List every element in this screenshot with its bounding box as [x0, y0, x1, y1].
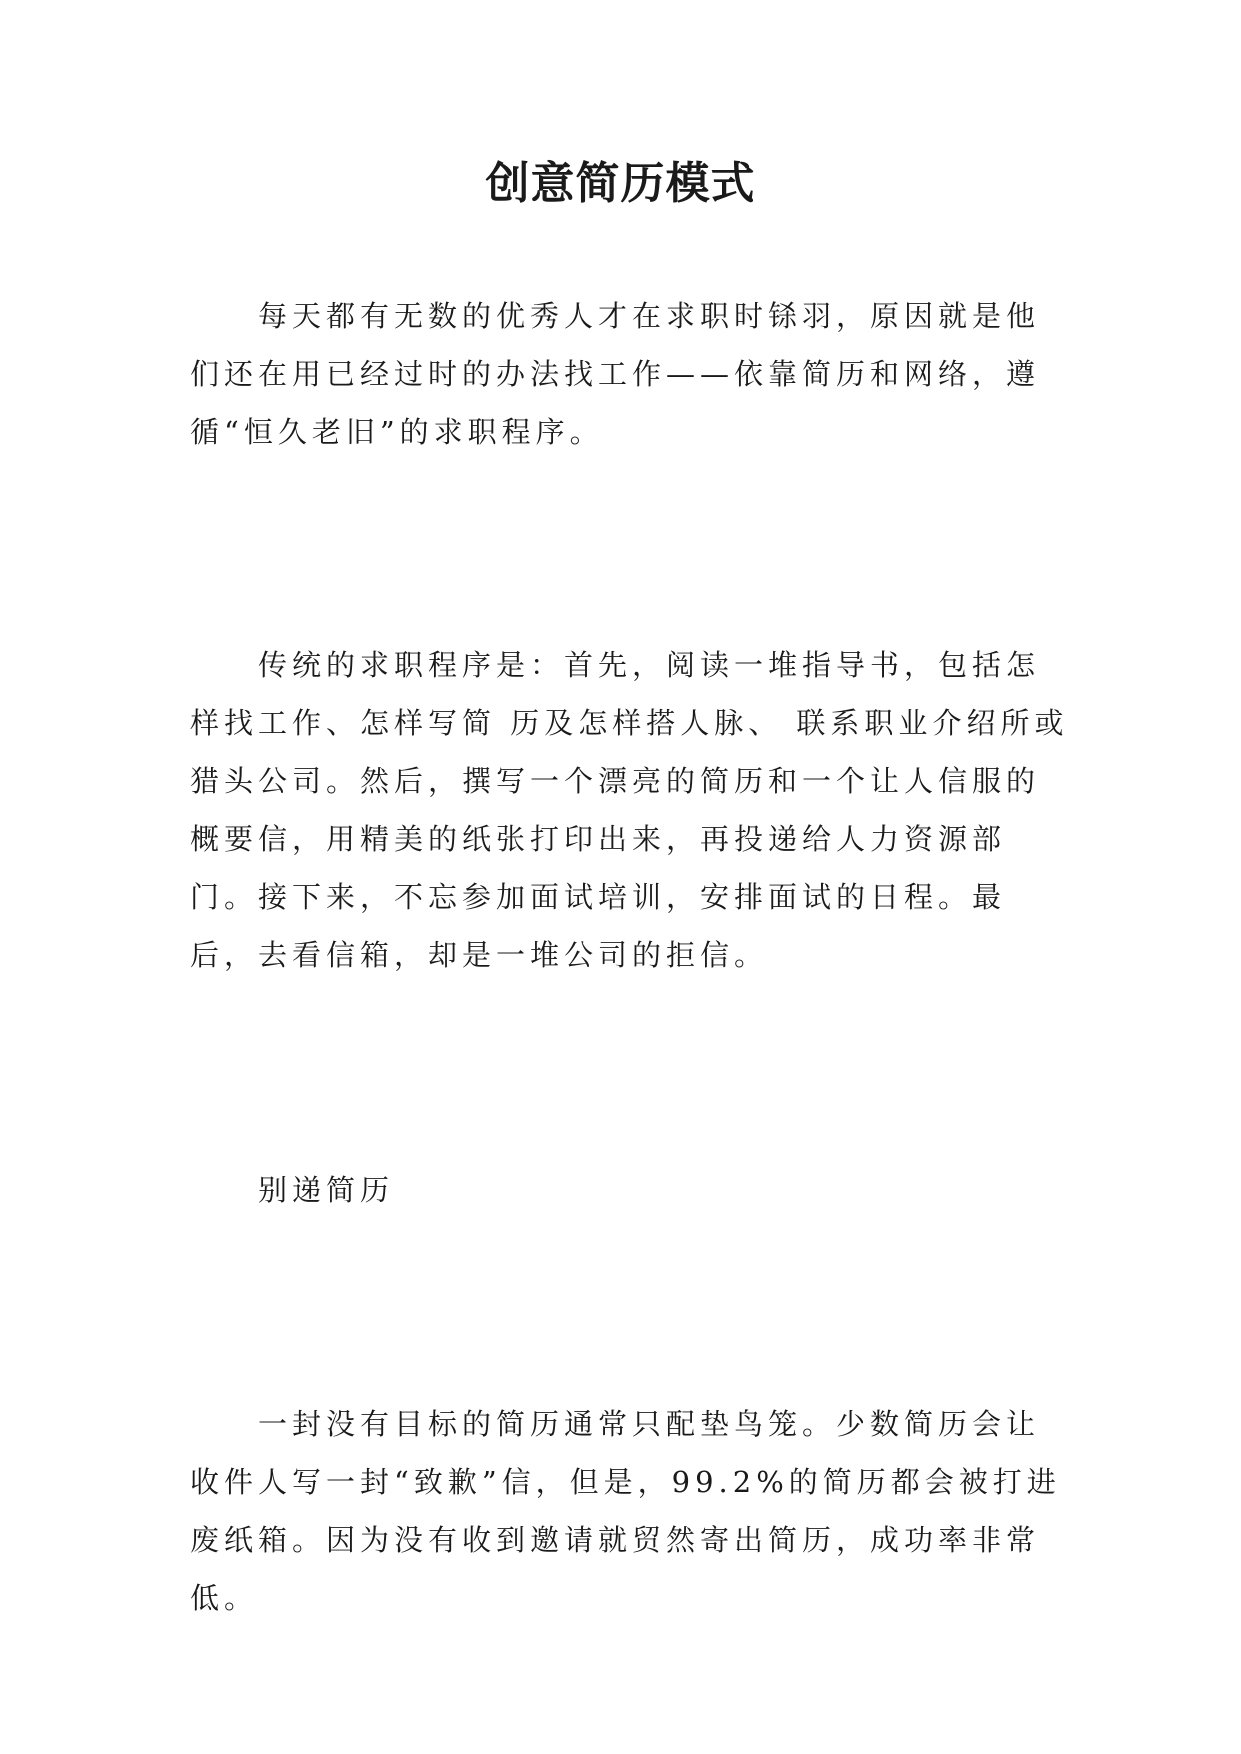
paragraph-resume-success-rate: 一封没有目标的简历通常只配垫鸟笼。少数简历会让收件人写一封“致歉”信，但是，99.2%的简历都会被打进废纸箱。因为没有收到邀请就贸然寄出简历，成功率非常低。 [190, 1407, 1061, 1615]
document-title: 创意简历模式 [485, 158, 756, 209]
section-heading-dont-send-resume: 别递简历 [258, 1173, 395, 1207]
paragraph-intro: 每天都有无数的优秀人才在求职时铩羽，原因就是他们还在用已经过时的办法找工作——依靠简历和网络，遵循“恒久老旧”的求职程序。 [190, 299, 1041, 449]
paragraph-traditional-process: 传统的求职程序是：首先，阅读一堆指导书，包括怎样找工作、怎样写简 历及怎样搭人脉、 联系职业介绍所或猎头公司。然后，撰写一个漂亮的简历和一个让人信服的概要信，用精美的纸张打印出来，再投递给人力资源部门。接下来，不忘参加面试培训，安排面试的日程。最后，去看信箱，却是一堆公司的拒信。 [190, 648, 1069, 972]
